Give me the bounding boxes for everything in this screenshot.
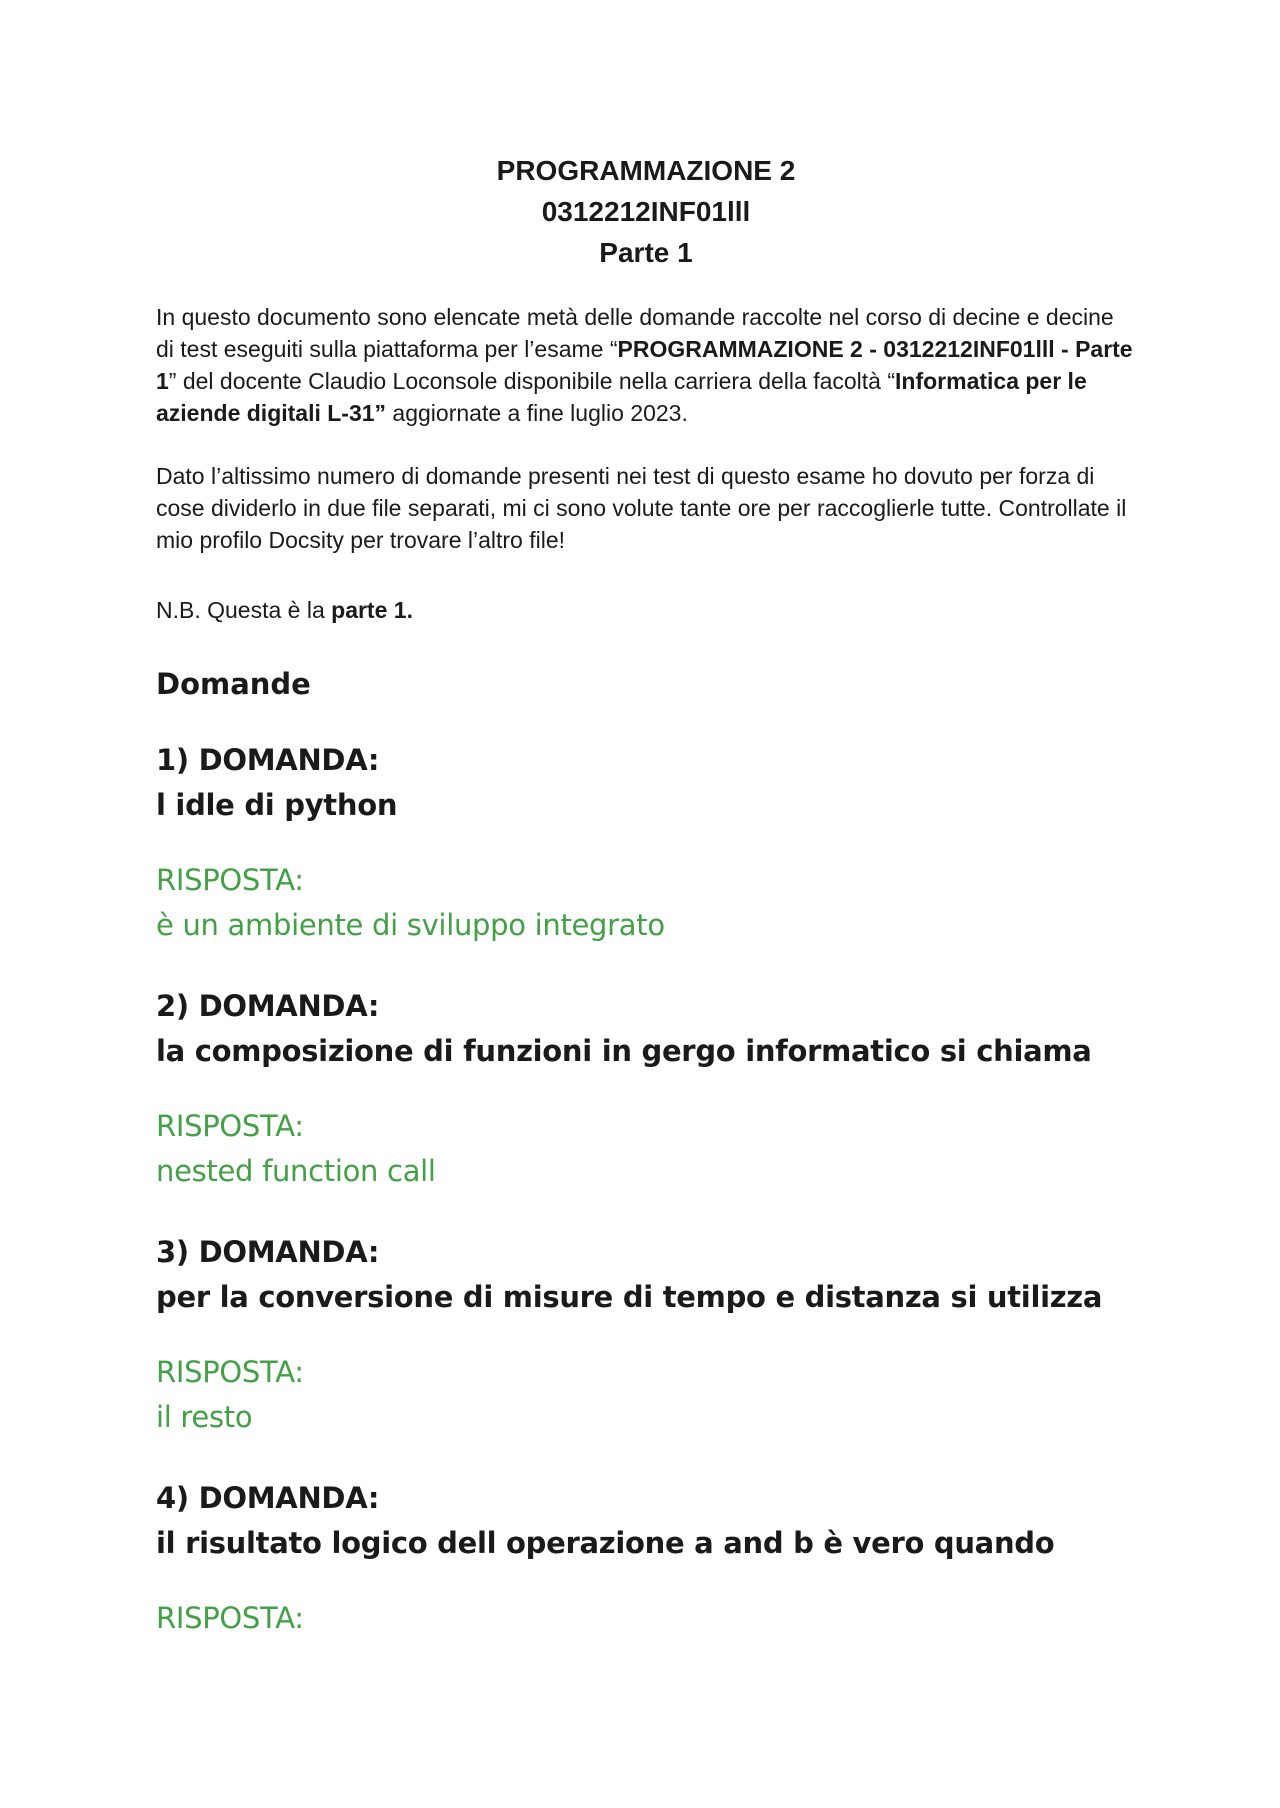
nota-bene: [156, 594, 1136, 626]
exam-name: PROGRAMMAZIONE 2 - 0312212INF01lll - Parte 1: [156, 336, 1133, 394]
questions-list: [156, 738, 1136, 1641]
question-text: la composizione di funzioni in gergo informatico si chiama: [156, 1034, 1092, 1068]
answer: [156, 1596, 1136, 1641]
intro: [156, 301, 1136, 556]
question-text: l idle di python: [156, 788, 398, 822]
intro-text: ” del docente Claudio Loconsole disponibile nella carriera della facoltà “: [168, 368, 896, 394]
question-label: 4) DOMANDA:: [156, 1481, 380, 1515]
nb-part: parte 1.: [331, 597, 413, 623]
question: [156, 1476, 1136, 1566]
title-code: 0312212INF01lll: [541, 196, 751, 227]
answer: [156, 858, 1136, 948]
question: [156, 738, 1136, 828]
answer-label: RISPOSTA:: [156, 1109, 304, 1143]
nb-text: N.B. Questa è la: [156, 597, 332, 623]
question-label: 3) DOMANDA:: [156, 1235, 380, 1269]
question-text: il risultato logico dell operazione a and b è vero quando: [156, 1526, 1055, 1560]
question-label: 2) DOMANDA:: [156, 989, 380, 1023]
answer-label: RISPOSTA:: [156, 1355, 304, 1389]
answer-label: RISPOSTA:: [156, 1601, 304, 1635]
document-page: [156, 150, 1136, 1641]
answer-text: è un ambiente di sviluppo integrato: [156, 908, 665, 942]
question: [156, 1230, 1136, 1320]
title-part: Parte 1: [599, 237, 693, 268]
intro-text: In questo documento sono elencate metà delle domande raccolte nel corso di decine e decine di test eseguiti sulla piattaforma per l’esame “: [156, 304, 1114, 362]
title-course: PROGRAMMAZIONE 2: [496, 155, 796, 186]
intro-paragraph-2: Dato l’altissimo numero di domande presenti nei test di questo esame ho dovuto per forza di cose dividerlo in due file separati, mi ci sono volute tante ore per raccoglierle tutte. Controllate il mio profilo Docsity per trovare l’altro file!: [156, 463, 1127, 553]
answer-label: RISPOSTA:: [156, 863, 304, 897]
question: [156, 984, 1136, 1074]
question-text: per la conversione di misure di tempo e distanza si utilizza: [156, 1280, 1103, 1314]
answer-text: il resto: [156, 1400, 253, 1434]
section-title: Domande: [156, 667, 311, 701]
document-title: [156, 150, 1136, 273]
answer: [156, 1350, 1136, 1440]
answer-text: nested function call: [156, 1154, 436, 1188]
answer: [156, 1104, 1136, 1194]
intro-text: aggiornate a fine luglio 2023.: [386, 400, 688, 426]
intro-paragraph-1: [156, 301, 1136, 429]
question-label: 1) DOMANDA:: [156, 743, 380, 777]
faculty-name: Informatica per le aziende digitali L-31”: [156, 368, 1087, 426]
